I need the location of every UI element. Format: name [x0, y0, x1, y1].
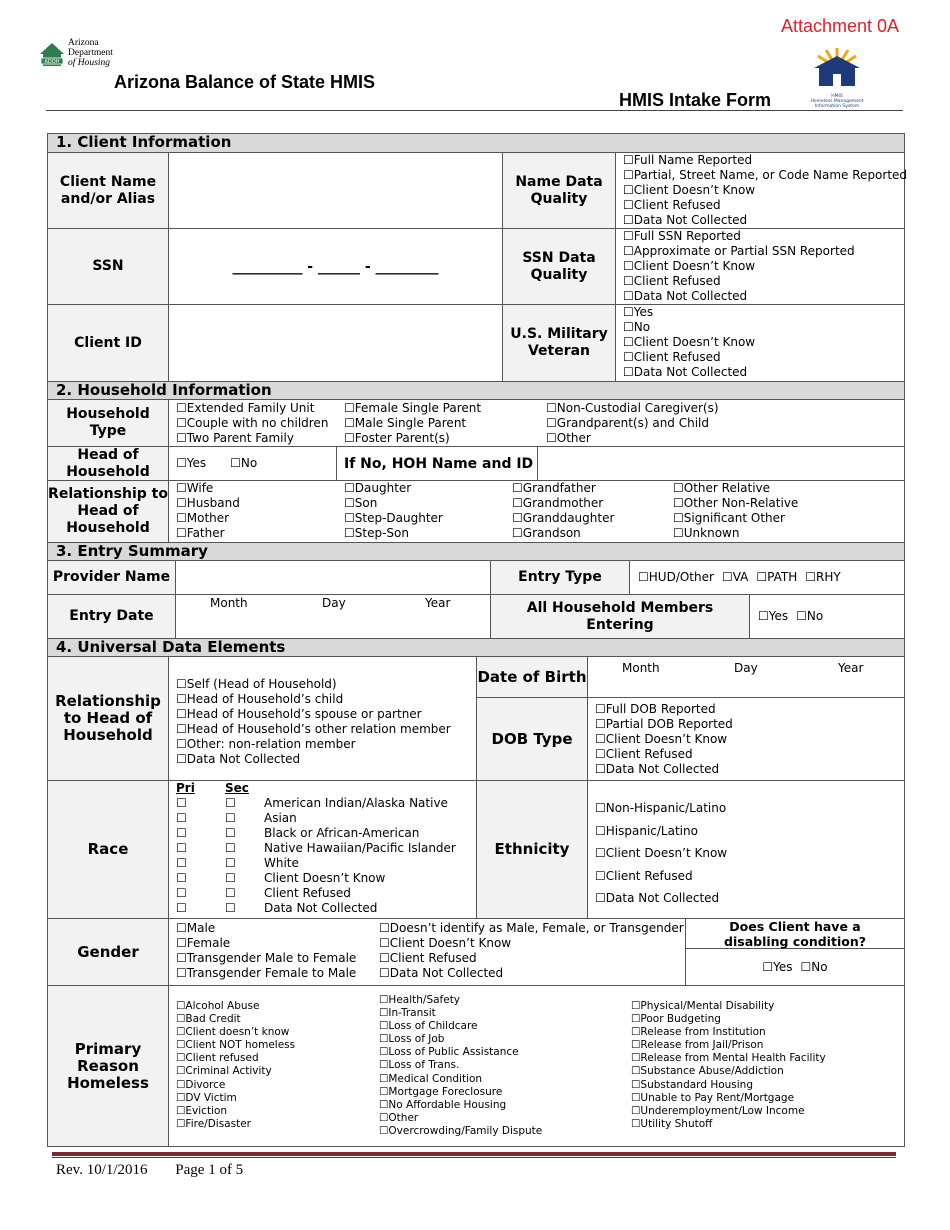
rel-unknown[interactable]: ☐ Unknown: [673, 526, 798, 541]
prh-substance[interactable]: ☐ Substance Abuse/Addiction: [631, 1065, 826, 1078]
rel-daughter[interactable]: ☐ Daughter: [344, 481, 443, 496]
race-option-label: Native Hawaiian/Pacific Islander: [264, 841, 456, 855]
dob-year: Year: [838, 661, 864, 675]
prh-mental-health[interactable]: ☐ Release from Mental Health Facility: [631, 1052, 826, 1065]
ssn-dq-partial[interactable]: ☐ Approximate or Partial SSN Reported: [623, 244, 904, 259]
hh-type-grandparent[interactable]: ☐ Grandparent(s) and Child: [546, 416, 719, 431]
main-title: Arizona Balance of State HMIS: [114, 72, 376, 92]
prh-no-affordable[interactable]: ☐ No Affordable Housing: [379, 1099, 542, 1112]
race-secondary-checkbox[interactable]: ☐: [225, 826, 236, 840]
ssn-data-quality-label: SSN Data Quality: [503, 229, 616, 305]
entry-type-label: Entry Type: [491, 561, 630, 595]
ssn-label: SSN: [48, 229, 169, 305]
entry-date-label: Entry Date: [48, 595, 176, 638]
dob-type-full[interactable]: ☐ Full DOB Reported: [595, 702, 904, 717]
prh-underemployment[interactable]: ☐ Underemployment/Low Income: [631, 1105, 826, 1118]
hh-type-non-custodial[interactable]: ☐ Non-Custodial Caregiver(s): [546, 401, 719, 416]
dob-type-not-collected[interactable]: ☐ Data Not Collected: [595, 762, 904, 777]
ude-rel-not-collected[interactable]: ☐ Data Not Collected: [176, 752, 476, 767]
header-divider: [46, 110, 903, 111]
race-row: [176, 856, 476, 871]
hh-type-male-single[interactable]: ☐ Male Single Parent: [344, 416, 481, 431]
hh-type-foster[interactable]: ☐ Foster Parent(s): [344, 431, 481, 446]
race-primary-checkbox[interactable]: ☐: [176, 856, 187, 870]
race-secondary-checkbox[interactable]: ☐: [225, 796, 236, 810]
prh-not-homeless[interactable]: ☐ Client NOT homeless: [176, 1039, 295, 1052]
prh-other[interactable]: ☐ Other: [379, 1112, 542, 1125]
disabling-no[interactable]: ☐ No: [801, 960, 828, 975]
race-primary-checkbox[interactable]: ☐: [176, 826, 187, 840]
rel-other-relative[interactable]: ☐ Other Relative: [673, 481, 798, 496]
prh-in-transit[interactable]: ☐ In-Transit: [379, 1007, 542, 1020]
veteran-no[interactable]: ☐ No: [623, 320, 904, 335]
relationship-options: [169, 481, 904, 542]
race-row: [176, 871, 476, 886]
prh-foreclosure[interactable]: ☐ Mortgage Foreclosure: [379, 1086, 542, 1099]
footer-divider: [52, 1152, 896, 1156]
rel-husband[interactable]: ☐ Husband: [176, 496, 240, 511]
hoh-no[interactable]: ☐ No: [230, 456, 257, 471]
form-title: HMIS Intake Form: [619, 90, 772, 110]
race-row: [176, 811, 476, 826]
client-name-label: Client Name and/or Alias: [48, 153, 169, 229]
all-members-no[interactable]: ☐ No: [796, 609, 823, 624]
veteran-options: [616, 305, 904, 381]
prh-dv-victim[interactable]: ☐ DV Victim: [176, 1092, 295, 1105]
rel-mother[interactable]: ☐ Mother: [176, 511, 240, 526]
rel-other-non-relative[interactable]: ☐ Other Non-Relative: [673, 496, 798, 511]
gender-non-identify[interactable]: ☐ Doesn’t identify as Male, Female, or Transgender: [379, 921, 684, 936]
race-row: [176, 826, 476, 841]
race-secondary-checkbox[interactable]: ☐: [225, 856, 236, 870]
ethnicity-options: [588, 781, 904, 919]
primary-reason-homeless-label: Primary Reason Homeless: [48, 986, 169, 1146]
prh-medical[interactable]: ☐ Medical Condition: [379, 1073, 542, 1086]
name-dq-refused[interactable]: ☐ Client Refused: [623, 198, 904, 213]
hh-type-female-single[interactable]: ☐ Female Single Parent: [344, 401, 481, 416]
gender-options: [169, 919, 686, 986]
ude-rel-self[interactable]: ☐ Self (Head of Household): [176, 677, 476, 692]
rel-wife[interactable]: ☐ Wife: [176, 481, 240, 496]
gender-female[interactable]: ☐ Female: [176, 936, 356, 951]
name-dq-not-collected[interactable]: ☐ Data Not Collected: [623, 213, 904, 228]
logo-line-1: Arizona: [68, 38, 99, 48]
race-option-label: American Indian/Alaska Native: [264, 796, 448, 810]
revision-date: Rev. 10/1/2016: [56, 1162, 148, 1178]
race-pri-header: Pri: [176, 781, 195, 795]
prh-bad-credit[interactable]: ☐ Bad Credit: [176, 1013, 295, 1026]
prh-jail[interactable]: ☐ Release from Jail/Prison: [631, 1039, 826, 1052]
hmis-logo-line-1: HMIS: [831, 94, 843, 99]
name-data-quality-options: [616, 153, 908, 229]
adoh-logo: [38, 38, 128, 72]
race-label: Race: [48, 781, 169, 919]
race-primary-checkbox[interactable]: ☐: [176, 841, 187, 855]
race-secondary-checkbox[interactable]: ☐: [225, 811, 236, 825]
gender-male[interactable]: ☐ Male: [176, 921, 356, 936]
race-option-label: White: [264, 856, 299, 870]
dob-label: Date of Birth: [477, 657, 588, 698]
hoh-name-label: If No, HOH Name and ID: [337, 447, 538, 481]
prh-disability[interactable]: ☐ Physical/Mental Disability: [631, 1000, 826, 1013]
rel-grandfather[interactable]: ☐ Grandfather: [512, 481, 614, 496]
section-client-information: 1. Client Information: [48, 134, 904, 153]
race-options: [169, 781, 477, 919]
hoh-name-field[interactable]: [538, 447, 904, 481]
race-secondary-checkbox[interactable]: ☐: [225, 901, 236, 915]
ude-rel-child[interactable]: ☐ Head of Household’s child: [176, 692, 476, 707]
gender-refused[interactable]: ☐ Client Refused: [379, 951, 684, 966]
prh-job[interactable]: ☐ Loss of Job: [379, 1033, 542, 1046]
head-of-household-label: Head of Household: [48, 447, 169, 481]
client-id-label: Client ID: [48, 305, 169, 381]
prh-overcrowding[interactable]: ☐ Overcrowding/Family Dispute: [379, 1125, 542, 1138]
hmis-logo-line-3: Information System: [814, 104, 860, 109]
hh-type-two-parent[interactable]: ☐ Two Parent Family: [176, 431, 328, 446]
footer-divider-thin: [52, 1157, 896, 1158]
rel-significant-other[interactable]: ☐ Significant Other: [673, 511, 798, 526]
rel-grandmother[interactable]: ☐ Grandmother: [512, 496, 614, 511]
veteran-doesnt-know[interactable]: ☐ Client Doesn’t Know: [623, 335, 904, 350]
dob-month: Month: [622, 661, 660, 675]
all-members-options: [750, 595, 904, 638]
entry-type-options: [630, 561, 904, 595]
hmis-logo-line-2: Homeless Management: [810, 99, 864, 104]
ssn-blank: __________ - ______ - _________: [232, 258, 439, 275]
name-dq-full[interactable]: ☐ Full Name Reported: [623, 153, 904, 168]
rel-grandson[interactable]: ☐ Grandson: [512, 526, 614, 541]
hh-type-couple[interactable]: ☐ Couple with no children: [176, 416, 328, 431]
rel-step-son[interactable]: ☐ Step-Son: [344, 526, 443, 541]
entry-date-year: Year: [425, 596, 451, 610]
race-primary-checkbox[interactable]: ☐: [176, 886, 187, 900]
prh-health-safety[interactable]: ☐ Health/Safety: [379, 994, 542, 1007]
prh-utility[interactable]: ☐ Utility Shutoff: [631, 1118, 826, 1131]
gender-label: Gender: [48, 919, 169, 986]
race-option-label: Black or African-American: [264, 826, 420, 840]
section-entry-summary: 3. Entry Summary: [48, 542, 904, 561]
veteran-yes[interactable]: ☐ Yes: [623, 305, 904, 320]
logo-line-3: of Housing: [68, 58, 110, 68]
provider-name-label: Provider Name: [48, 561, 176, 595]
ssn-data-quality-options: [616, 229, 904, 305]
veteran-not-collected[interactable]: ☐ Data Not Collected: [623, 365, 904, 380]
race-primary-checkbox[interactable]: ☐: [176, 901, 187, 915]
race-primary-checkbox[interactable]: ☐: [176, 871, 187, 885]
hoh-yes[interactable]: ☐ Yes: [176, 456, 206, 471]
intake-form: [47, 133, 908, 1147]
gender-doesnt-know[interactable]: ☐ Client Doesn’t Know: [379, 936, 684, 951]
ude-rel-spouse[interactable]: ☐ Head of Household’s spouse or partner: [176, 707, 476, 722]
prh-client-refused[interactable]: ☐ Client refused: [176, 1052, 295, 1065]
ethnicity-doesnt-know[interactable]: ☐ Client Doesn’t Know: [595, 842, 904, 865]
prh-rent[interactable]: ☐ Unable to Pay Rent/Mortgage: [631, 1092, 826, 1105]
dob-type-options: [588, 698, 904, 781]
race-rows: [176, 796, 476, 916]
prh-client-doesnt-know[interactable]: ☐ Client doesn’t know: [176, 1026, 295, 1039]
race-option-label: Data Not Collected: [264, 901, 378, 915]
entry-type-va[interactable]: ☐ VA: [722, 570, 748, 585]
entry-type-hud[interactable]: ☐ HUD/Other: [638, 570, 714, 585]
race-row: [176, 901, 476, 916]
disabling-condition-label: Does Client have a disabling condition?: [686, 919, 904, 949]
race-option-label: Client Doesn’t Know: [264, 871, 386, 885]
page-number: Page 1 of 5: [175, 1162, 244, 1178]
race-primary-checkbox[interactable]: ☐: [176, 811, 187, 825]
ethnicity-label: Ethnicity: [477, 781, 588, 919]
prh-trans[interactable]: ☐ Loss of Trans.: [379, 1059, 542, 1072]
provider-name-field[interactable]: [176, 561, 491, 595]
name-data-quality-label: Name Data Quality: [503, 153, 616, 229]
name-dq-partial[interactable]: ☐ Partial, Street Name, or Code Name Reported: [623, 168, 904, 183]
race-option-label: Asian: [264, 811, 297, 825]
ethnicity-hispanic[interactable]: ☐ Hispanic/Latino: [595, 820, 904, 843]
dob-type-partial[interactable]: ☐ Partial DOB Reported: [595, 717, 904, 732]
ssn-field[interactable]: [169, 229, 503, 305]
race-secondary-checkbox[interactable]: ☐: [225, 871, 236, 885]
dob-type-doesnt-know[interactable]: ☐ Client Doesn’t Know: [595, 732, 904, 747]
prh-divorce[interactable]: ☐ Divorce: [176, 1079, 295, 1092]
all-members-entering-label: All Household Members Entering: [491, 595, 750, 638]
hh-type-other[interactable]: ☐ Other: [546, 431, 719, 446]
name-dq-doesnt-know[interactable]: ☐ Client Doesn’t Know: [623, 183, 904, 198]
section-universal-data-elements: 4. Universal Data Elements: [48, 638, 904, 657]
entry-type-path[interactable]: ☐ PATH: [756, 570, 797, 585]
veteran-refused[interactable]: ☐ Client Refused: [623, 350, 904, 365]
dob-day: Day: [734, 661, 758, 675]
client-name-field[interactable]: [169, 153, 503, 229]
ssn-dq-not-collected[interactable]: ☐ Data Not Collected: [623, 289, 904, 304]
all-members-yes[interactable]: ☐ Yes: [758, 609, 788, 624]
prh-institution[interactable]: ☐ Release from Institution: [631, 1026, 826, 1039]
prh-childcare[interactable]: ☐ Loss of Childcare: [379, 1020, 542, 1033]
client-id-field[interactable]: [169, 305, 503, 381]
race-row: [176, 796, 476, 811]
ude-rel-non-relation[interactable]: ☐ Other: non-relation member: [176, 737, 476, 752]
prh-alcohol[interactable]: ☐ Alcohol Abuse: [176, 1000, 295, 1013]
veteran-label: U.S. Military Veteran: [503, 305, 616, 381]
adoh-mark-text: ADOH: [44, 59, 60, 65]
rel-son[interactable]: ☐ Son: [344, 496, 443, 511]
section-household-information: 2. Household Information: [48, 381, 904, 400]
entry-date-month: Month: [210, 596, 248, 610]
prh-substandard[interactable]: ☐ Substandard Housing: [631, 1079, 826, 1092]
dob-type-label: DOB Type: [477, 698, 588, 781]
ssn-dq-refused[interactable]: ☐ Client Refused: [623, 274, 904, 289]
rel-step-daughter[interactable]: ☐ Step-Daughter: [344, 511, 443, 526]
disabling-options: [686, 949, 904, 986]
race-secondary-checkbox[interactable]: ☐: [225, 841, 236, 855]
rel-granddaughter[interactable]: ☐ Granddaughter: [512, 511, 614, 526]
ude-relationship-options: [169, 657, 477, 781]
rel-father[interactable]: ☐ Father: [176, 526, 240, 541]
footer: [56, 1162, 243, 1179]
hmis-logo: [806, 46, 868, 108]
ethnicity-refused[interactable]: ☐ Client Refused: [595, 865, 904, 888]
prh-budgeting[interactable]: ☐ Poor Budgeting: [631, 1013, 826, 1026]
race-row: [176, 841, 476, 856]
adoh-house-icon: [38, 40, 66, 68]
entry-date-field[interactable]: [176, 595, 491, 638]
prh-eviction[interactable]: ☐ Eviction: [176, 1105, 295, 1118]
ethnicity-non-hispanic[interactable]: ☐ Non-Hispanic/Latino: [595, 797, 904, 820]
race-primary-checkbox[interactable]: ☐: [176, 796, 187, 810]
ssn-dq-full[interactable]: ☐ Full SSN Reported: [623, 229, 904, 244]
relationship-label: Relationship to Head of Household: [48, 481, 169, 542]
entry-date-day: Day: [322, 596, 346, 610]
prh-public-assistance[interactable]: ☐ Loss of Public Assistance: [379, 1046, 542, 1059]
gender-trans-ftm[interactable]: ☐ Transgender Female to Male: [176, 966, 356, 981]
race-sec-header: Sec: [225, 781, 249, 795]
prh-fire[interactable]: ☐ Fire/Disaster: [176, 1118, 295, 1131]
dob-field[interactable]: [588, 657, 904, 698]
race-secondary-checkbox[interactable]: ☐: [225, 886, 236, 900]
primary-reason-options: [169, 986, 904, 1146]
ude-relationship-label: Relationship to Head of Household: [48, 657, 169, 781]
disabling-yes[interactable]: ☐ Yes: [762, 960, 792, 975]
dob-type-refused[interactable]: ☐ Client Refused: [595, 747, 904, 762]
ethnicity-not-collected[interactable]: ☐ Data Not Collected: [595, 887, 904, 910]
race-row: [176, 886, 476, 901]
race-option-label: Client Refused: [264, 886, 351, 900]
entry-type-rhy[interactable]: ☐ RHY: [805, 570, 840, 585]
ssn-dq-doesnt-know[interactable]: ☐ Client Doesn’t Know: [623, 259, 904, 274]
attachment-label: Attachment 0A: [781, 16, 900, 36]
hh-type-extended[interactable]: ☐ Extended Family Unit: [176, 401, 328, 416]
ude-rel-other-relation[interactable]: ☐ Head of Household’s other relation member: [176, 722, 476, 737]
hoh-options: [169, 447, 337, 481]
household-type-label: Household Type: [48, 400, 169, 447]
gender-trans-mtf[interactable]: ☐ Transgender Male to Female: [176, 951, 356, 966]
gender-not-collected[interactable]: ☐ Data Not Collected: [379, 966, 684, 981]
logo-line-2: Department: [68, 48, 113, 58]
hmis-house-icon: [806, 46, 868, 90]
prh-criminal[interactable]: ☐ Criminal Activity: [176, 1065, 295, 1078]
household-type-options: [169, 400, 904, 447]
